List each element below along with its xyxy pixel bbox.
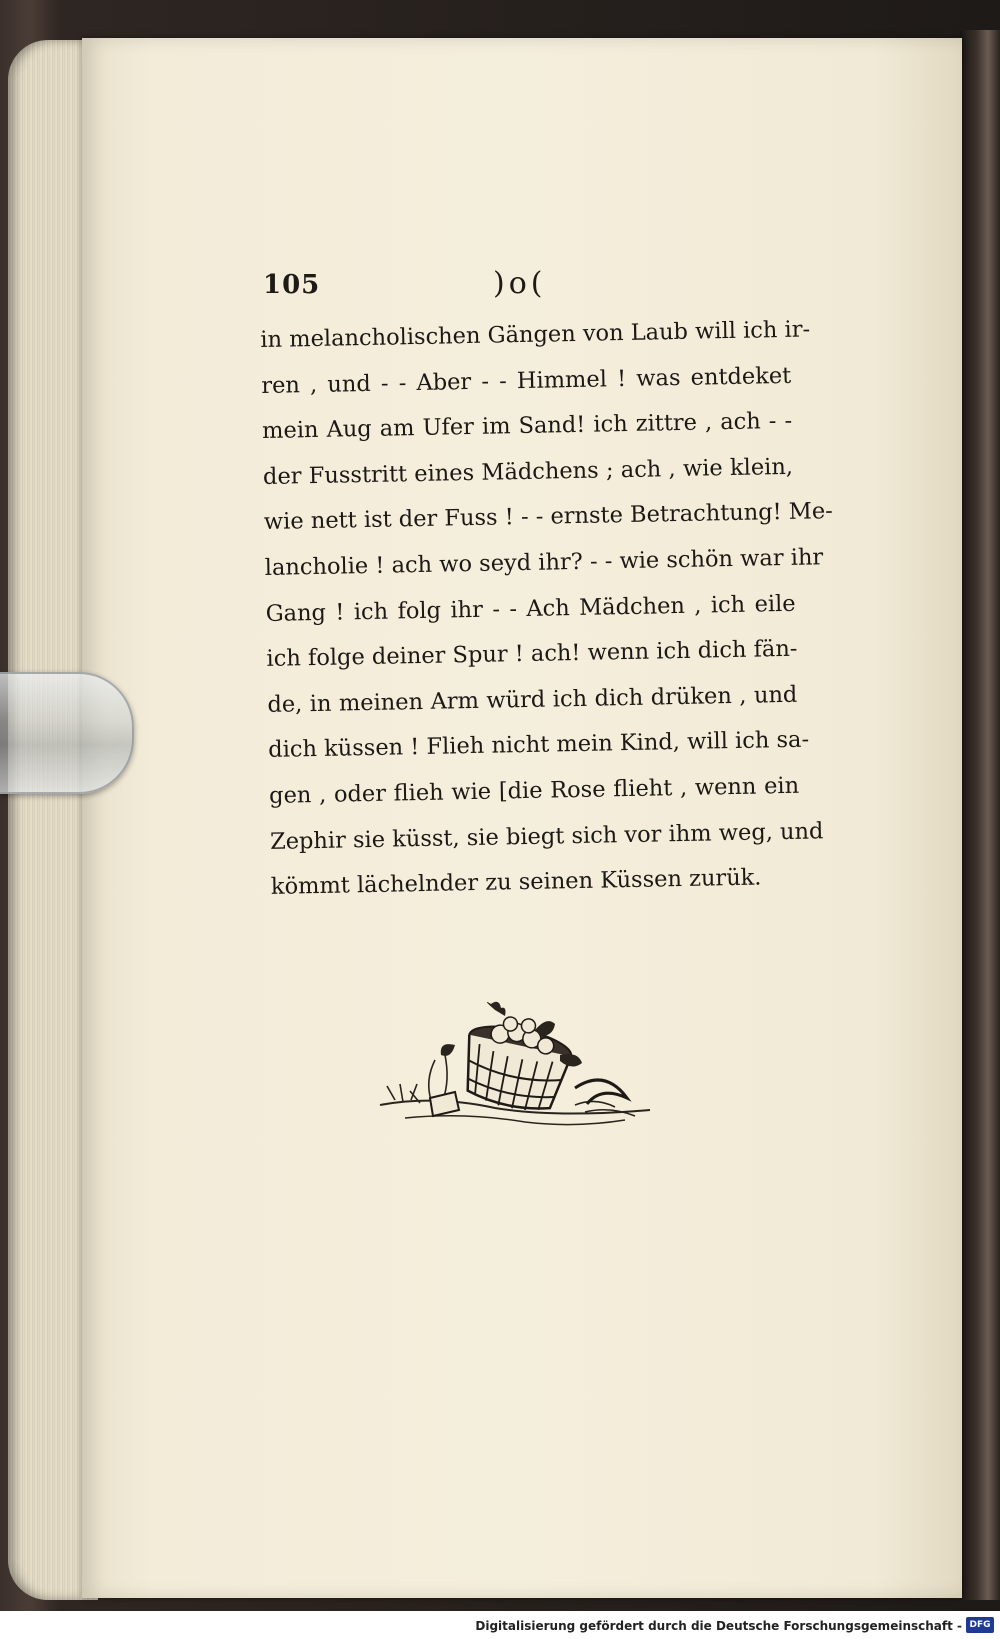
text-line: ren , und - - Aber - - Himmel ! was entdeket bbox=[261, 362, 792, 399]
book-right-edge bbox=[960, 30, 1000, 1600]
text-line: mein Aug am Ufer im Sand! ich zittre , ach - - bbox=[261, 407, 793, 445]
text-line: gen , oder flieh wie [die Rose flieht , wenn ein bbox=[268, 772, 800, 809]
text-line: ich folge deiner Spur ! ach! wenn ich dich fän- bbox=[266, 635, 798, 673]
text-line: de, in meinen Arm würd ich dich drüken , und bbox=[267, 681, 798, 718]
page-clip bbox=[0, 672, 134, 794]
text-line: Gang ! ich folg ihr - - Ach Mädchen , ich eile bbox=[265, 590, 796, 627]
show-through-text bbox=[258, 905, 818, 950]
text-line: Zephir sie küsst, sie biegt sich vor ihm weg, und bbox=[269, 817, 824, 855]
dfg-logo: DFG bbox=[966, 1617, 994, 1633]
body-text bbox=[260, 308, 834, 911]
digitization-footer bbox=[0, 1611, 1000, 1639]
text-line: dich küssen ! Flieh nicht mein Kind, will ich sa- bbox=[268, 726, 810, 764]
text-line: in melancholischen Gängen von Laub will ich ir- bbox=[260, 316, 811, 353]
text-line: wie nett ist der Fuss ! - - ernste Betrachtung! Me- bbox=[263, 498, 834, 536]
page-number: 105 bbox=[263, 270, 321, 300]
basket-vignette-ornament bbox=[375, 1000, 655, 1140]
running-head: )o( bbox=[493, 266, 547, 301]
page-header bbox=[263, 266, 783, 310]
footer-credit: Digitalisierung gefördert durch die Deutsche Forschungsgemeinschaft - bbox=[475, 1619, 962, 1633]
text-line: kömmt lächelnder zu seinen Küssen zurük. bbox=[270, 864, 762, 901]
text-line: lancholie ! ach wo seyd ihr? - - wie schön war ihr bbox=[264, 544, 824, 581]
text-line: der Fusstritt eines Mädchens ; ach , wie klein, bbox=[262, 453, 794, 490]
